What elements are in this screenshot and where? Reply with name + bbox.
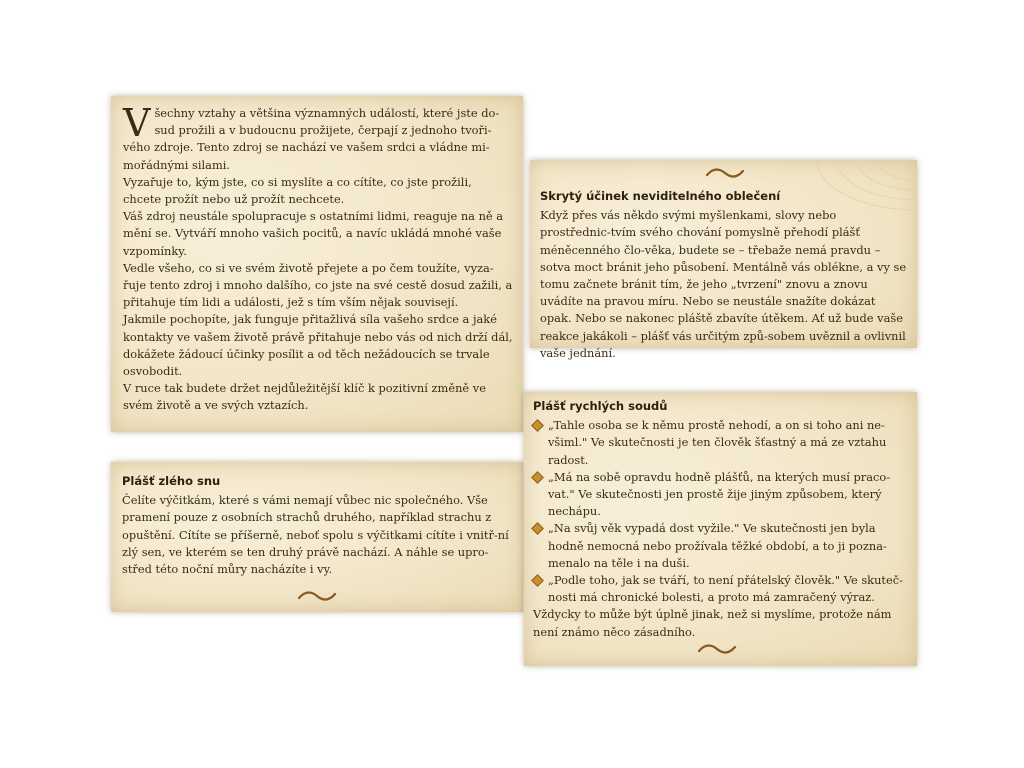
swirl-ornament-icon bbox=[697, 642, 737, 656]
list-item: „Podle toho, jak se tváří, to není přátelský člověk." Ve skuteč-nosti má chronické bolesti, a proto má zamračený výraz. bbox=[533, 572, 907, 606]
list-item: „Tahle osoba se k němu prostě nehodí, a on si toho ani ne-všiml." Ve skutečnosti je ten člověk šťastný a má ze vztahu radost. bbox=[533, 417, 907, 469]
quick-judgments-card bbox=[524, 392, 917, 666]
section-title: Plášť rychlých soudů bbox=[533, 399, 668, 413]
intro-paragraph-3: Váš zdroj neustále spolupracuje s ostatními lidmi, reaguje na ně a mění se. Vytváří mnoho vašich pocitů, a navíc ukládá mnohé vaše vzpomínky. bbox=[123, 209, 504, 258]
diamond-bullet-icon bbox=[531, 471, 544, 484]
closing-text: Vždycky to může být úplně jinak, než si myslíme, protože nám není známo něco zásadního. bbox=[533, 607, 892, 639]
section-text: Když přes vás někdo svými myšlenkami, slovy nebo prostřednic-tvím svého chování pomyslně přehodí plášť méněcenného člo-věka, budete se – třebaže nemá pravdu – sotva moct bránit jeho působení. Mentálně vás oblékne, a vy se tomu začnete bránit tím, že jeho „tvrzení" znovu a znovu uvádíte na pravou míru. Nebo se neustále snažíte dokázat opak. Nebo se nakonec pláště zbavíte útěkem. Ať už bude vaše reakce jakákoli – plášť vás určitým způ-sobem uvěznil a ovlivnil vaše jednání. bbox=[540, 208, 907, 360]
section-text: Čelíte výčitkám, které s vámi nemají vůbec nic společného. Vše pramení pouze z osobních strachů druhého, například strachu z opuštění. Cítíte se příšerně, neboť spolu s výčitkami cítíte i vnitř-ní zlý sen, ve kterém se ten druhý právě nachází. A náhle se upro-střed této noční můry nacházíte i vy. bbox=[122, 493, 509, 577]
section-title: Plášť zlého snu bbox=[122, 474, 221, 488]
swirl-ornament-icon bbox=[705, 166, 745, 180]
intro-paragraph-1: šechny vztahy a většina významných událostí, které jste do-sud prožili a v budoucnu prožijete, čerpají z jednoho tvoři-vého zdroje. Tento zdroj se nachází ve vašem srdci a vládne mi-mořádnými silami. bbox=[123, 106, 500, 172]
intro-paragraph-4: Vedle všeho, co si ve svém životě přejete a po čem toužíte, vyza-řuje tento zdroj i mnoho dalšího, co jste na své cestě dosud zažili, a přitahuje tím lidi a události, jež s tím vším nějak souvisejí. bbox=[123, 260, 513, 310]
section-title: Skrytý účinek neviditelného oblečení bbox=[540, 189, 781, 203]
intro-paragraph-2: Vyzařuje to, kým jste, co si myslíte a co cítíte, co jste prožili, chcete prožít nebo už prožít nechcete. bbox=[123, 174, 472, 207]
list-item: „Na svůj věk vypadá dost vyžile." Ve skutečnosti jen byla hodně nemocná nebo prožívala těžké období, a to ji pozna-menalo na těle i na duši. bbox=[533, 520, 907, 572]
diamond-bullet-icon bbox=[531, 574, 544, 587]
list-item: „Má na sobě opravdu hodně plášťů, na kterých musí praco-vat." Ve skutečnosti jen prostě žije jiným způsobem, který nechápu. bbox=[533, 469, 907, 521]
intro-card bbox=[111, 96, 523, 432]
diamond-bullet-icon bbox=[531, 419, 544, 432]
bullet-list bbox=[533, 417, 907, 606]
swirl-ornament-icon bbox=[297, 589, 337, 603]
diamond-bullet-icon bbox=[531, 523, 544, 536]
drop-cap: V bbox=[123, 101, 151, 145]
bad-dream-card bbox=[111, 462, 523, 612]
invisible-clothing-card bbox=[530, 160, 917, 360]
intro-paragraph-5: Jakmile pochopíte, jak funguje přitažlivá síla vašeho srdce a jaké kontakty ve vašem životě právě přitahuje nebo vás od nich drží dál, dokážete žádoucí účinky posílit a od těch nežádoucích se trvale osvobodit. bbox=[123, 312, 513, 379]
intro-paragraph-6: V ruce tak budete držet nejdůležitější klíč k pozitivní změně ve svém životě a ve svých vztazích. bbox=[123, 381, 486, 413]
